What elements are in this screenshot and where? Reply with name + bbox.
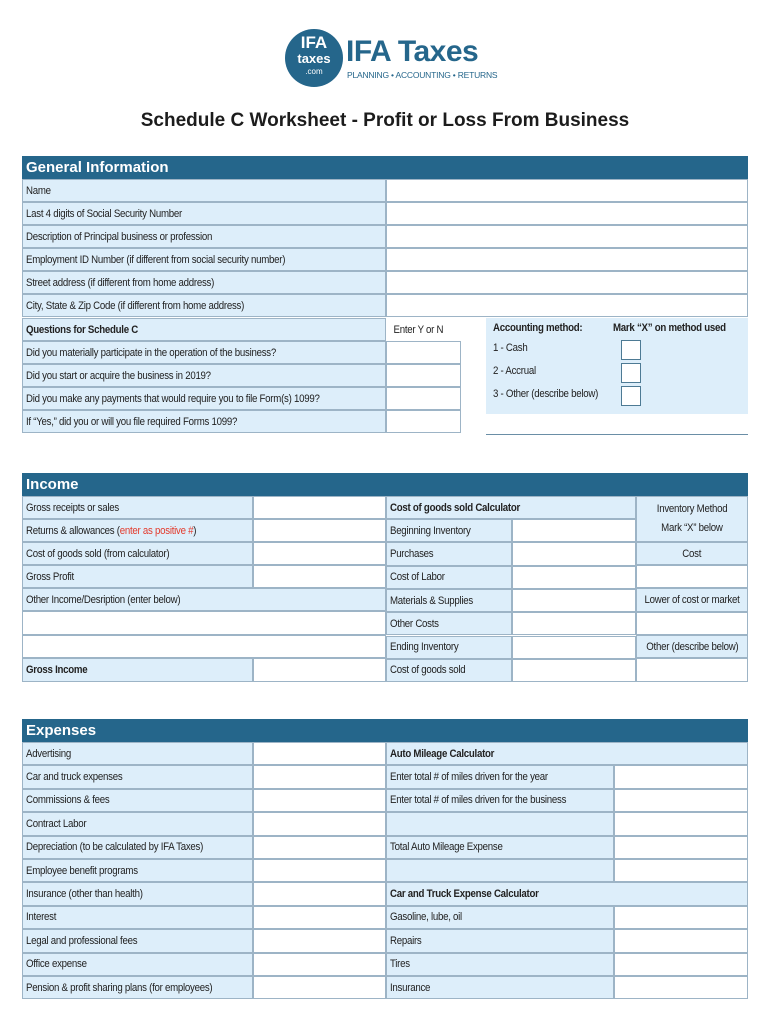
- logo-text-top: IFA: [300, 33, 328, 52]
- income-row-label: [22, 588, 386, 611]
- expense-row-label: [22, 789, 253, 812]
- method-cash-label: 1 - Cash: [493, 342, 528, 354]
- questions-header: [22, 318, 386, 341]
- calculator-row-input[interactable]: [614, 836, 748, 859]
- income-row-input[interactable]: [253, 496, 386, 519]
- enter-yn-label-cell: [386, 318, 461, 341]
- income-row-text: [26, 548, 169, 560]
- general-row-input[interactable]: [386, 248, 748, 271]
- general-row-label-label: Employment ID Number (if different from social security number): [26, 253, 286, 266]
- brand-tagline: PLANNING • ACCOUNTING • RETURNS: [347, 70, 498, 80]
- inventory-option-other: [636, 635, 748, 658]
- cogs-row-label-label: Ending Inventory: [390, 641, 459, 654]
- calculator-row-input[interactable]: [614, 906, 748, 929]
- income-row-text: [26, 525, 196, 537]
- calculator-header: [386, 882, 748, 905]
- question-yn-input[interactable]: [386, 364, 461, 387]
- calculator-row-label: [386, 765, 614, 788]
- income-row-text: [26, 594, 180, 606]
- expense-row-input[interactable]: [253, 882, 386, 905]
- question-yn-input[interactable]: [386, 387, 461, 410]
- income-row-label: [22, 496, 253, 519]
- calculator-row-input[interactable]: [614, 953, 748, 976]
- calculator-header: [386, 742, 748, 765]
- logo: [284, 28, 498, 88]
- cogs-row-input[interactable]: [512, 589, 636, 612]
- general-row-input[interactable]: [386, 294, 748, 317]
- cogs-row-input[interactable]: [512, 566, 636, 589]
- general-row-input[interactable]: [386, 202, 748, 225]
- expense-row-label-label: Car and truck expenses: [26, 771, 123, 784]
- expense-row-label-label: Depreciation (to be calculated by IFA Taxes): [26, 841, 204, 854]
- expense-row-label: [22, 742, 253, 765]
- calculator-blank-input: [614, 859, 748, 882]
- general-row-input[interactable]: [386, 271, 748, 294]
- inventory-option-cost-mark[interactable]: [636, 565, 748, 588]
- expense-row-input[interactable]: [253, 976, 386, 999]
- enter-yn-label: Enter Y or N: [393, 323, 444, 336]
- question-row-label-label: If “Yes,” did you or will you file required Forms 1099?: [26, 415, 238, 428]
- expense-row-input[interactable]: [253, 929, 386, 952]
- cogs-row-label-label: Other Costs: [390, 617, 439, 630]
- expense-row-label: [22, 906, 253, 929]
- general-row-label: [22, 225, 386, 248]
- calculator-row-label-label: Insurance: [390, 981, 431, 994]
- general-row-label-label: Street address (if different from home address): [26, 276, 215, 289]
- method-other-label: 3 - Other (describe below): [493, 388, 599, 400]
- expense-row-label-label: Legal and professional fees: [26, 934, 138, 947]
- calculator-row-input[interactable]: [614, 976, 748, 999]
- income-row-text: [26, 502, 119, 514]
- general-info-header-label: General Information: [26, 159, 169, 176]
- other-income-description-input[interactable]: [22, 635, 386, 658]
- cogs-row-label: [386, 659, 512, 682]
- cogs-row-label-label: Beginning Inventory: [390, 524, 471, 537]
- cogs-row-label: [386, 519, 512, 542]
- general-info-header: [22, 156, 748, 179]
- income-row-text: [26, 571, 74, 583]
- calculator-row-label-label: Total Auto Mileage Expense: [390, 841, 503, 854]
- inventory-mark-label: Mark “X” below: [661, 522, 723, 534]
- calculator-row-input[interactable]: [614, 789, 748, 812]
- calculator-row-label-label: Enter total # of miles driven for the year: [390, 771, 548, 784]
- expense-row-label: [22, 859, 253, 882]
- expense-row-label: [22, 812, 253, 835]
- general-row-input[interactable]: [386, 179, 748, 202]
- expense-row-input[interactable]: [253, 742, 386, 765]
- income-row-text-pre: Cost of goods sold (from calculator): [26, 547, 170, 560]
- calculator-row-label: [386, 812, 614, 835]
- expense-row-label-label: Contract Labor: [26, 817, 87, 830]
- cogs-row-label: [386, 566, 512, 589]
- income-row-text-post: ): [193, 524, 197, 537]
- cogs-row-input[interactable]: [512, 519, 636, 542]
- general-row-label: [22, 179, 386, 202]
- income-row-text-pre: Other Income/Desription (enter below): [26, 593, 181, 606]
- calculator-blank-row: [386, 859, 614, 882]
- logo-text-bot: .com: [305, 67, 323, 76]
- question-row-label-label: Did you materially participate in the operation of the business?: [26, 346, 277, 359]
- method-accrual-label: 2 - Accrual: [493, 365, 536, 377]
- expense-row-input[interactable]: [253, 906, 386, 929]
- inventory-method-label: Inventory Method: [656, 503, 728, 515]
- general-row-label: [22, 294, 386, 317]
- method-accrual-checkbox[interactable]: [621, 363, 641, 383]
- expense-row-label: [22, 976, 253, 999]
- cogs-header: [386, 496, 636, 519]
- expense-row-label-label: Insurance (other than health): [26, 888, 143, 901]
- income-row-text-highlight: enter as positive #: [119, 524, 194, 537]
- calculator-row-label-label: Repairs: [390, 934, 422, 947]
- inventory-option-lower-label: Lower of cost or market: [644, 594, 740, 606]
- general-row-label-label: Description of Principal business or profession: [26, 230, 213, 243]
- income-row-input[interactable]: [253, 565, 386, 588]
- calculator-row-input[interactable]: [614, 765, 748, 788]
- expense-row-label: [22, 765, 253, 788]
- expense-row-label-label: Employee benefit programs: [26, 864, 138, 877]
- income-row-input[interactable]: [253, 542, 386, 565]
- gross-income-label: [22, 658, 253, 682]
- expense-row-label-label: Interest: [26, 911, 57, 924]
- logo-text-mid: taxes: [297, 51, 331, 66]
- expense-row-input[interactable]: [253, 812, 386, 835]
- income-row-text-pre: Gross Profit: [26, 570, 74, 583]
- question-row-label: [22, 364, 386, 387]
- inventory-option-cost: [636, 542, 748, 565]
- calculator-row-label: [386, 953, 614, 976]
- general-row-label: [22, 271, 386, 294]
- expense-row-input[interactable]: [253, 859, 386, 882]
- calculator-row-label: [386, 789, 614, 812]
- brand-name: IFA Taxes: [346, 35, 479, 68]
- expense-row-input[interactable]: [253, 953, 386, 976]
- question-row-label: [22, 341, 386, 364]
- accounting-method-label: Accounting method:: [493, 322, 583, 334]
- inventory-option-lower: [636, 588, 748, 612]
- inventory-option-other-label: Other (describe below): [645, 640, 739, 653]
- cogs-row-label-label: Cost of Labor: [390, 571, 445, 584]
- expense-row-label: [22, 929, 253, 952]
- cogs-row-label: [386, 612, 512, 635]
- general-row-label-label: City, State & Zip Code (if different from home address): [26, 299, 245, 312]
- income-header: [22, 473, 748, 496]
- expense-row-input[interactable]: [253, 789, 386, 812]
- expense-row-label-label: Office expense: [26, 958, 87, 971]
- question-yn-input[interactable]: [386, 341, 461, 364]
- cogs-row-input[interactable]: [512, 636, 636, 659]
- calculator-row-label: [386, 929, 614, 952]
- calculator-row-label-label: Enter total # of miles driven for the business: [390, 794, 567, 807]
- expense-row-label-label: Advertising: [26, 747, 71, 760]
- inventory-option-lower-mark[interactable]: [636, 612, 748, 635]
- cogs-row-label: [386, 589, 512, 612]
- calculator-header-label: Car and Truck Expense Calculator: [390, 888, 539, 901]
- calculator-row-label: [386, 906, 614, 929]
- mark-method-label: Mark “X” on method used: [613, 322, 726, 334]
- general-row-label: [22, 248, 386, 271]
- page-title: Schedule C Worksheet - Profit or Loss From Business: [140, 110, 630, 131]
- method-other-describe-line[interactable]: [486, 434, 748, 435]
- cogs-row-input[interactable]: [512, 542, 636, 565]
- method-other-checkbox[interactable]: [621, 386, 641, 406]
- calculator-row-input[interactable]: [614, 812, 748, 835]
- cogs-row-label-label: Purchases: [390, 547, 434, 560]
- questions-header-label: Questions for Schedule C: [26, 323, 138, 336]
- inventory-option-cost-label: Cost: [682, 547, 702, 560]
- gross-income-input[interactable]: [253, 658, 386, 682]
- question-row-label: [22, 387, 386, 410]
- income-header-label: Income: [26, 476, 79, 493]
- income-row-label: [22, 519, 253, 542]
- general-row-input[interactable]: [386, 225, 748, 248]
- cogs-row-label-label: Materials & Supplies: [390, 594, 473, 607]
- income-row-text-pre: Gross receipts or sales: [26, 501, 119, 514]
- cogs-row-input[interactable]: [512, 659, 636, 682]
- question-row-label: [22, 410, 386, 433]
- income-row-label: [22, 565, 253, 588]
- expenses-header: [22, 719, 748, 742]
- calculator-row-label: [386, 836, 614, 859]
- expense-row-label-label: Commissions & fees: [26, 794, 110, 807]
- calculator-header-label: Auto Mileage Calculator: [390, 747, 495, 760]
- inventory-option-other-mark[interactable]: [636, 658, 748, 682]
- income-row-input[interactable]: [253, 519, 386, 542]
- question-row-label-label: Did you make any payments that would require you to file Form(s) 1099?: [26, 392, 320, 405]
- general-row-label-label: Last 4 digits of Social Security Number: [26, 207, 182, 220]
- cogs-header-label: Cost of goods sold Calculator: [390, 501, 521, 514]
- cogs-row-label-label: Cost of goods sold: [390, 664, 466, 677]
- general-row-label: [22, 202, 386, 225]
- calculator-row-label: [386, 976, 614, 999]
- expense-row-label-label: Pension & profit sharing plans (for employees): [26, 981, 213, 994]
- inventory-method-header: [636, 496, 748, 542]
- accounting-method-panel: [486, 318, 748, 414]
- income-row-text-pre: Returns & allowances (: [26, 524, 120, 537]
- expense-row-input[interactable]: [253, 836, 386, 859]
- general-row-label-label: Name: [26, 184, 51, 197]
- cogs-row-label: [386, 636, 512, 659]
- expense-row-label: [22, 953, 253, 976]
- calculator-row-label-label: Tires: [390, 958, 410, 971]
- expense-row-input[interactable]: [253, 765, 386, 788]
- income-row-label: [22, 542, 253, 565]
- question-yn-input[interactable]: [386, 410, 461, 433]
- calculator-row-label-label: Gasoline, lube, oil: [390, 911, 462, 924]
- calculator-row-input[interactable]: [614, 929, 748, 952]
- expenses-header-label: Expenses: [26, 722, 97, 739]
- question-row-label-label: Did you start or acquire the business in 2019?: [26, 369, 211, 382]
- other-income-description-input[interactable]: [22, 611, 386, 635]
- cogs-row-input[interactable]: [512, 612, 636, 635]
- cogs-row-label: [386, 542, 512, 565]
- expense-row-label: [22, 836, 253, 859]
- gross-income-label-label: Gross Income: [26, 664, 88, 676]
- expense-row-label: [22, 882, 253, 905]
- method-cash-checkbox[interactable]: [621, 340, 641, 360]
